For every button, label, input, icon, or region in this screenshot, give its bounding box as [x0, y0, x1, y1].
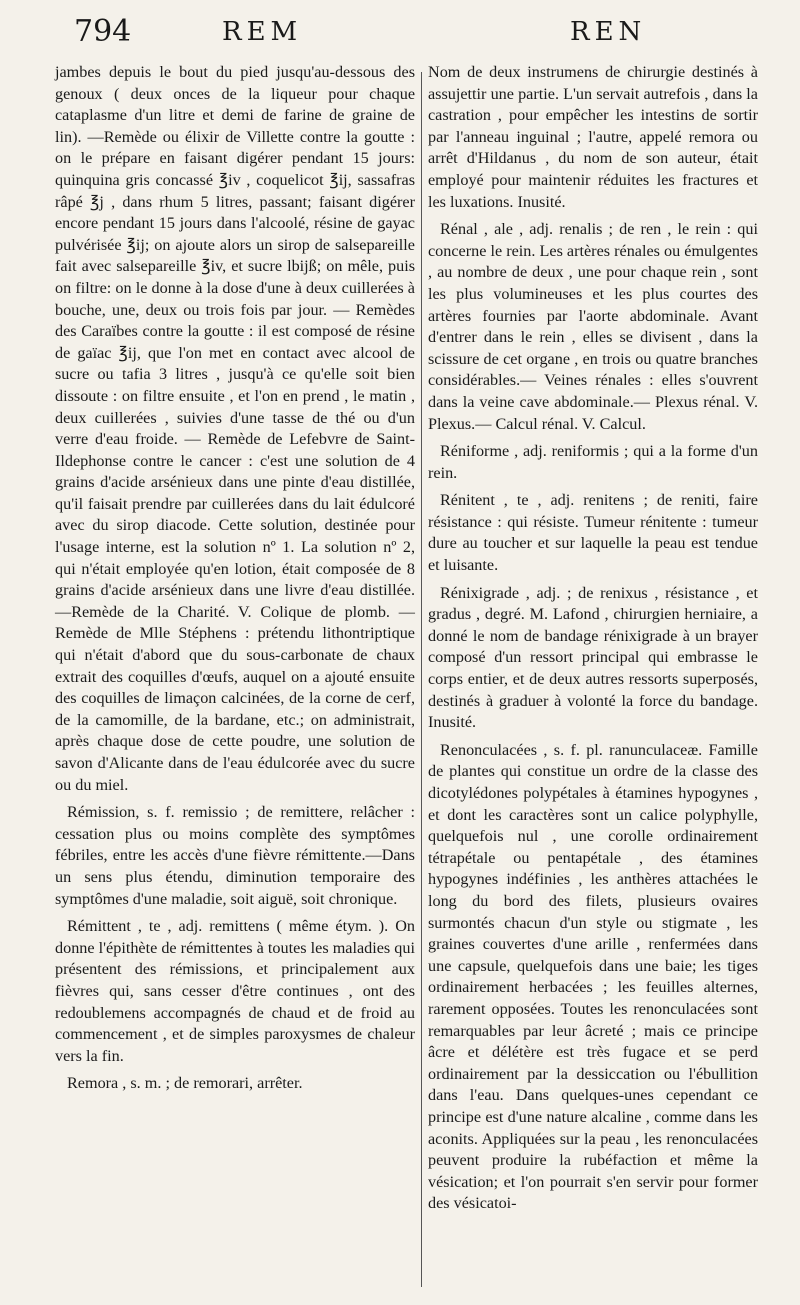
left-column — [55, 62, 415, 1101]
entry-remittent: Rémittent , te , adj. remittens ( même étym. ). On donne l'épithète de rémittentes à toutes les maladies qui présentent des rémissions, et principalement aux fièvres qui, sans cesser d'être continues , ont des redoublemens accompagnés de chaud et de froid au commencement , et de simples paroxysmes de chaleur vers la fin. — [55, 917, 415, 1065]
entry-remora-continuation: Nom de deux instrumens de chirurgie destinés à assujettir une partie. L'un servait autrefois , dans la castration , pour empêcher les intestins de sortir par l'anneau inguinal ; l'autre, appelé remora ou arrêt d'Hildanus , du nom de son auteur, était employé pour maintenir réduites les fractures et les luxations. Inusité. — [428, 63, 758, 211]
running-head-left: REM — [222, 17, 303, 47]
page-header — [0, 8, 800, 56]
entry-remora: Remora , s. m. ; de remorari, arrêter. — [67, 1074, 303, 1093]
page-number: 794 — [74, 14, 132, 49]
entry-renal: Rénal , ale , adj. renalis ; de ren , le rein : qui concerne le rein. Les artères rénales ou émulgentes , au nombre de deux , une pour chaque rein , sont les plus volumineuses et les plus courtes des artères fournies par l'aorte abdominale. Avant d'entrer dans le rein , elles se divisent , dans la scissure de cet organe , en trois ou quatre branches considérables.— Veines rénales : elles s'ouvrent dans la veine cave abdominale.— Plexus rénal. V. Plexus.— Calcul rénal. V. Calcul. — [428, 220, 758, 433]
running-head-right: REN — [570, 17, 647, 47]
entry-remission: Rémission, s. f. remissio ; de remittere, relâcher : cessation plus ou moins complète des symptômes fébriles, entre les accès d'une fièvre rémittente.—Dans un sens plus étendu, diminution temporaire des symptômes d'une maladie, soit aiguë, soit chronique. — [55, 803, 415, 908]
entry-renitent: Rénitent , te , adj. renitens ; de reniti, faire résistance : qui résiste. Tumeur rénitente : tumeur dure au toucher et sur laquelle la peau est tendue et luisante. — [428, 491, 758, 575]
entry-remede-continuation: jambes depuis le bout du pied jusqu'au-dessous des genoux ( deux onces de la liqueur pour chaque cataplasme d'un litre et demi de farine de graine de lin). —Remède ou élixir de Villette contre la goutte : on le prépare en faisant digérer pendant 15 jours: quinquina gris concassé ℥iv , coquelicot ℥ij, sassafras râpé ℥j , dans rhum 5 litres, passant; faisant digérer encore pendant 15 jours dans l'alcoolé, résine de gayac pulvérisée ℥ij; on ajoute alors un sirop de salsepareille fait avec salsepareille ℥iv, et sucre lbijß; on mêle, puis on filtre: on le donne à la dose d'une à deux cuillerées à bouche, une, deux ou trois fois par jour. — Remèdes des Caraïbes contre la goutte : il est composé de résine de gaïac ℥ij, que l'on met en contact avec alcool de sucre ou tafia 3 litres , jusqu'à ce qu'elle soit bien dissoute : on filtre ensuite , et l'on en prend , le matin , deux cuillerées , suivies d'une tasse de thé ou d'un verre d'eau froide. — Remède de Lefebvre de Saint-Ildephonse contre le cancer : c'est une solution de 4 grains d'acide arsénieux dans une pinte d'eau distillée, qu'il faisait prendre par cuillerées dans du lait édulcoré avec du sirop diacode. Cette solution, destinée pour l'usage interne, est la solution nº 1. La solution nº 2, qui n'était employée qu'en lotion, était composée de 8 grains d'acide arsénieux dans une livre d'eau distillée.—Remède de la Charité. V. Colique de plomb. — Remède de Mlle Stéphens : prétendu lithontriptique qui n'était d'abord que du sous-carbonate de chaux extrait des coquilles d'œufs, auquel on a ajouté ensuite des coquilles de limaçon calcinées, de la corne de cerf, de la camomille, de la bardane, etc.; on administrait, après chaque dose de cette poudre, une solution de savon d'Alicante dans de l'eau édulcorée avec du sucre ou du miel. — [55, 63, 415, 794]
entry-renixigrade: Rénixigrade , adj. ; de renixus , résistance , et gradus , degré. M. Lafond , chirurgien herniaire, a donné le nom de bandage rénixigrade à un brayer composé d'un ressort principal qui embrasse le corps entier, et de deux autres ressorts superposés, destinés à graduer à volonté la force du bandage. Inusité. — [428, 583, 758, 732]
entry-renonculacees: Renonculacées , s. f. pl. ranunculaceæ. Famille de plantes qui constitue un ordre de la classe des dicotylédones polypétales à étamines hypogynes , et dont les caractères sont un calice polyphylle, quelquefois nul , une corolle ordinairement tétrapétale ou pentapétale , des étamines hypogynes indéfinies , les anthères attachées le long du bord des filets, plusieurs ovaires surmontés chacun d'un style ou stigmate , les graines couvertes d'une arille , renfermées dans une capsule, quelquefois dans une baie; les tiges ordinairement herbacées ; les feuilles alternes, rarement opposées. Toutes les renonculacées sont remarquables par leur âcreté ; mais ce principe âcre et délétère est très fugace et se perd ordinairement par la dessiccation ou l'ébullition dans l'eau. Dans quelques-unes cependant ce principe est d'une nature alcaline , comme dans les aconits. Appliquées sur la peau , les renonculacées peuvent produire la rubéfaction et même la vésication; et l'on pourrait s'en servir pour former des vésicatoi- — [428, 740, 758, 1213]
entry-reniforme: Réniforme , adj. reniformis ; qui a la forme d'un rein. — [428, 442, 758, 482]
column-divider — [421, 72, 422, 1287]
right-column — [428, 62, 758, 1221]
